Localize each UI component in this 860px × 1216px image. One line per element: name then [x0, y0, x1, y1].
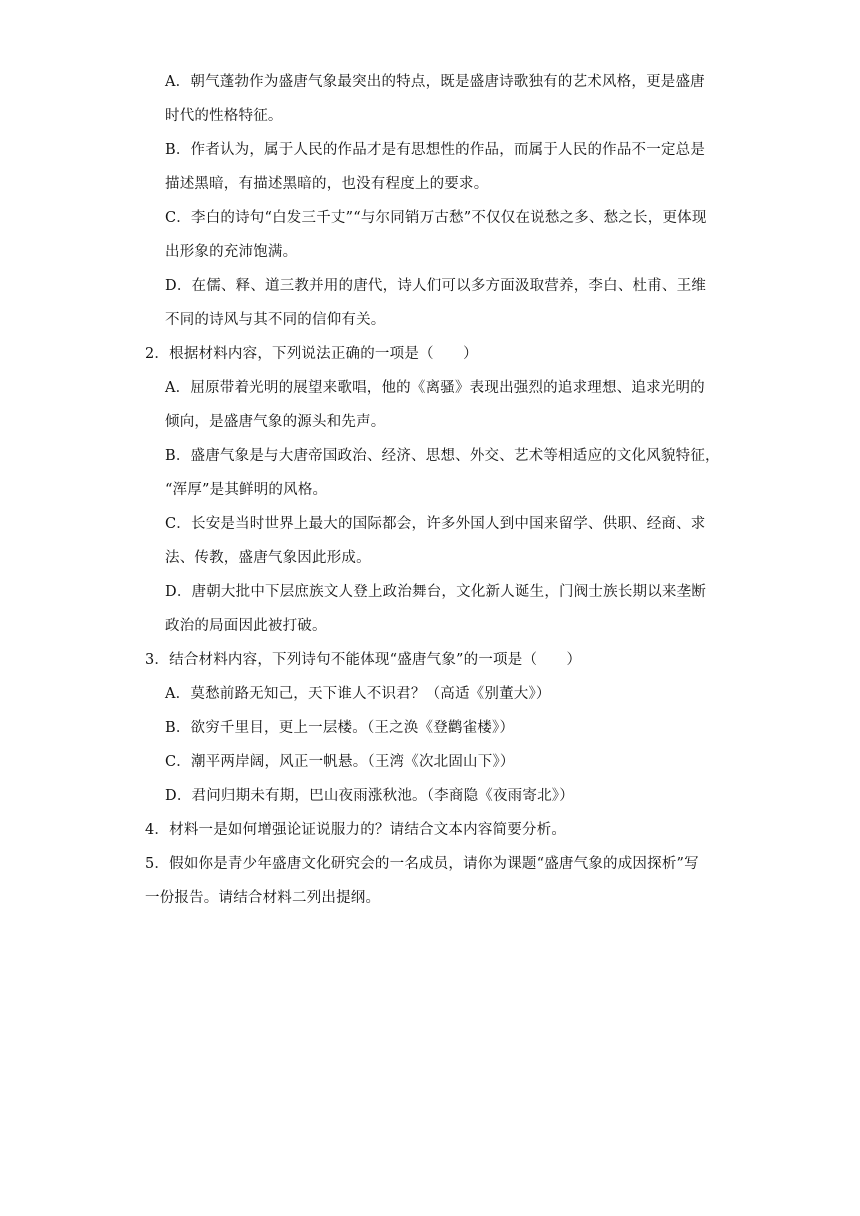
q2-option-a-line2: 倾向，是盛唐气象的源头和先声。: [165, 414, 386, 430]
q2-option-d-line1: D．唐朝大批中下层庶族文人登上政治舞台，文化新人诞生，门阀士族长期以来垄断: [165, 584, 707, 600]
q1-option-a-line2: 时代的性格特征。: [165, 108, 283, 124]
q2-option-c-line1: C．长安是当时世界上最大的国际都会，许多外国人到中国来留学、供职、经商、求: [165, 516, 706, 532]
q2-option-b-line1: B．盛唐气象是与大唐帝国政治、经济、思想、外交、艺术等相适应的文化风貌特征，: [165, 448, 720, 464]
q5-stem-line2: 一份报告。请结合材料二列出提纲。: [145, 890, 381, 906]
q5-stem-line1: 5．假如你是青少年盛唐文化研究会的一名成员，请你为课题“盛唐气象的成因探析”写: [145, 856, 699, 872]
q1-option-d-line1: D．在儒、释、道三教并用的唐代，诗人们可以多方面汲取营养，李白、杜甫、王维: [165, 278, 707, 294]
q2-option-b-line2: “浑厚”是其鲜明的风格。: [165, 482, 328, 498]
q2-option-c-line2: 法、传教，盛唐气象因此形成。: [165, 550, 371, 566]
q2-stem: 2．根据材料内容，下列说法正确的一项是（ ）: [145, 346, 478, 362]
q1-option-b-line1: B．作者认为，属于人民的作品才是有思想性的作品，而属于人民的作品不一定总是: [165, 142, 706, 158]
q1-option-b-line2: 描述黑暗，有描述黑暗的，也没有程度上的要求。: [165, 176, 489, 192]
q1-option-d-line2: 不同的诗风与其不同的信仰有关。: [165, 312, 386, 328]
q3-option-d: D．君问归期未有期，巴山夜雨涨秋池。（李商隐《夜雨寄北》）: [165, 788, 574, 804]
q3-option-a: A．莫愁前路无知己，天下谁人不识君？（高适《别董大》）: [165, 686, 551, 702]
q1-option-a-line1: A．朝气蓬勃作为盛唐气象最突出的特点，既是盛唐诗歌独有的艺术风格，更是盛唐: [165, 74, 705, 90]
q2-option-a-line1: A．屈原带着光明的展望来歌唱，他的《离骚》表现出强烈的追求理想、追求光明的: [165, 380, 705, 396]
q2-option-d-line2: 政治的局面因此被打破。: [165, 618, 327, 634]
q1-option-c-line2: 出形象的充沛饱满。: [165, 244, 298, 260]
q4-stem: 4．材料一是如何增强论证说服力的？请结合文本内容简要分析。: [145, 822, 567, 838]
q3-option-c: C．潮平两岸阔，风正一帆悬。（王湾《次北固山下》）: [165, 754, 515, 770]
q1-option-c-line1: C．李白的诗句“白发三千丈”“与尔同销万古愁”不仅仅在说愁之多、愁之长，更体现: [165, 210, 707, 226]
q3-stem: 3．结合材料内容，下列诗句不能体现“盛唐气象”的一项是（ ）: [145, 652, 582, 668]
q3-option-b: B．欲穷千里目，更上一层楼。（王之涣《登鹳雀楼》）: [165, 720, 515, 736]
